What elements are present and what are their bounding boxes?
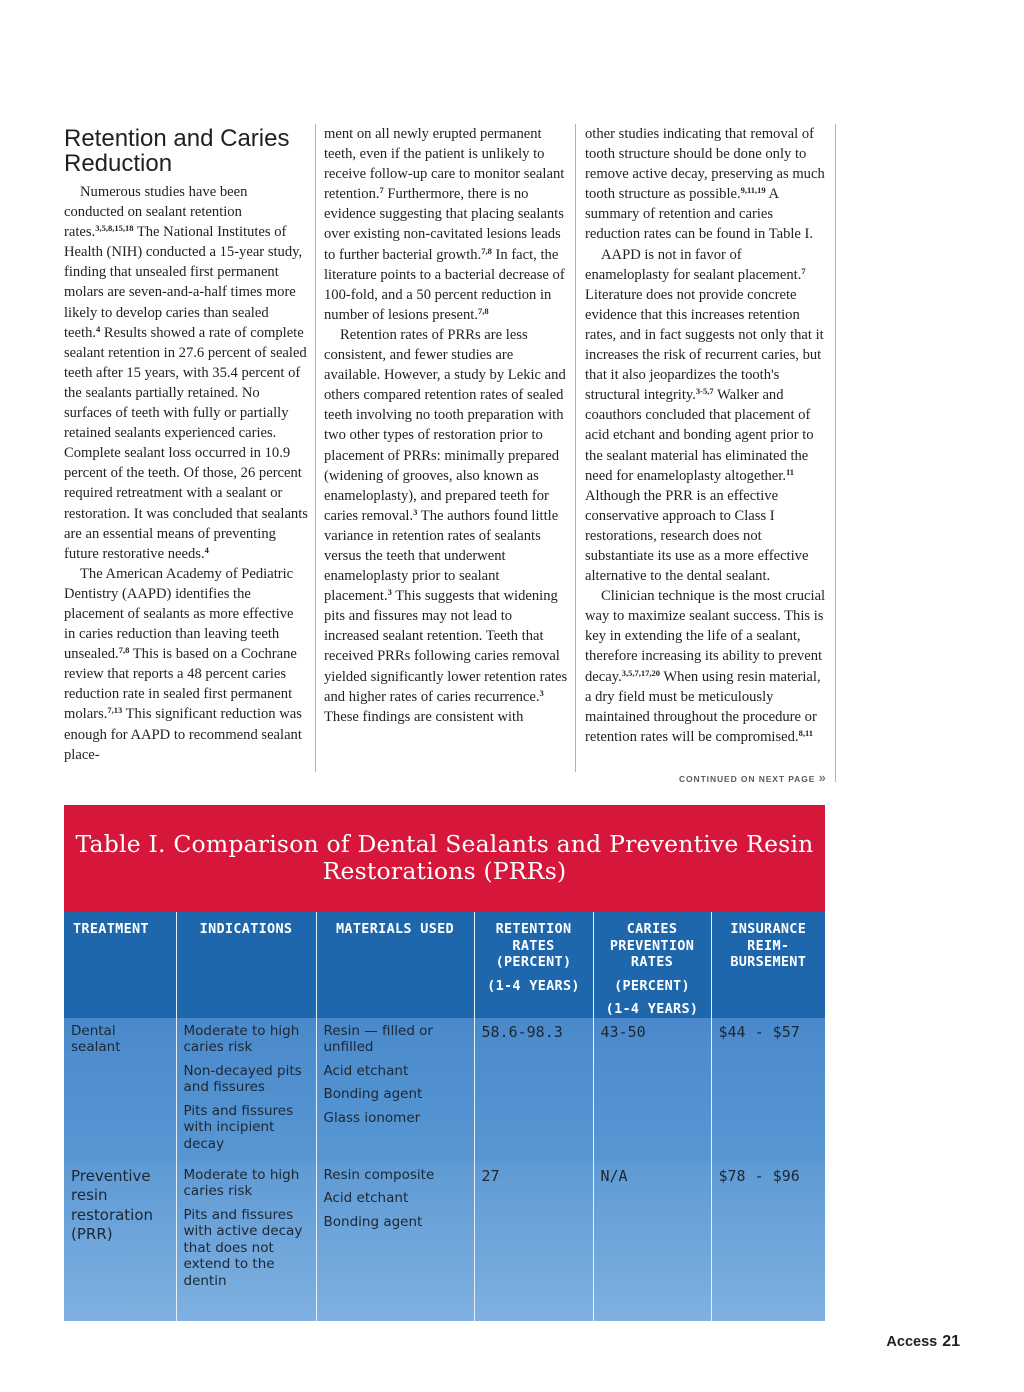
table-row <box>64 1161 825 1321</box>
paragraph: AAPD is not in favor of enameloplasty for sealant placement.$^7$ Literature does not provide concrete evidence that this increases retention rates, and in fact suggests not only that it increases the risk of recurrent caries, but that it also jeopardizes the tooth's structural integrity.$^{3-5,7}$ Walker and coauthors concluded that placement of acid etchant and bonding agent prior to the sealant material has eliminated the need for enameloplasty altogether.$^{11}$ Although the PRR is an effective conservative approach to Class I restorations, research does not substantiate its use as a more effective alternative to the dental sealant. <box>585 246 824 585</box>
table-cell: $44 - $57 <box>711 1018 825 1161</box>
citation: 7 <box>379 185 384 196</box>
citation: 7,13 <box>107 705 123 716</box>
column-header: INDICATIONS <box>176 912 316 1018</box>
table-title: Table I. Comparison of Dental Sealants and Preventive Resin Restorations (PRRs) <box>64 805 825 912</box>
citation: 8,11 <box>798 727 813 738</box>
column-divider <box>575 124 576 772</box>
citation: 4 <box>204 544 209 555</box>
column-divider <box>835 124 836 782</box>
table-row <box>64 1018 825 1161</box>
citation: 9,11,19 <box>740 185 766 196</box>
article-column-2 <box>324 124 568 727</box>
citation: 3 <box>539 687 544 698</box>
page-number: 21 <box>942 1333 960 1350</box>
citation: 3 <box>413 506 418 517</box>
column-header: CARIES PREVENTION RATES (PERCENT) (1-4 YEARS) <box>593 912 711 1018</box>
citation: 7,8 <box>481 245 492 256</box>
citation: 7,8 <box>118 645 130 656</box>
table-cell: Resin — filled or unfilled Acid etchant Bonding agent Glass ionomer <box>316 1018 474 1161</box>
article-column-3 <box>585 124 828 747</box>
column-header: RETENTION RATES (PERCENT) (1-4 YEARS) <box>474 912 593 1018</box>
citation: 7 <box>801 265 806 276</box>
citation: 11 <box>786 466 795 477</box>
citation: 3,5,7,17,20 <box>621 667 660 678</box>
paragraph: The American Academy of Pediatric Dentistry (AAPD) identifies the placement of sealants as more effective in caries reduction than leaving teeth unsealed.$^{7,8}$ This is based on a Cochrane review that reports a 48 percent caries reduction rate in sealed first permanent molars.$^{7,13}$ This significant reduction was enough for AAPD to recommend sealant place- <box>64 565 302 763</box>
table-cell: 27 <box>474 1161 593 1321</box>
citation: 3,5,8,15,18 <box>95 223 134 234</box>
table-grid <box>64 912 825 1321</box>
column-header: INSURANCE REIM-BURSEMENT <box>711 912 825 1018</box>
paragraph: Clinician technique is the most crucial way to maximize sealant success. This is key in extending the life of a sealant, therefore increasing its ability to prevent decay.$^{3,5,7,17,20}$ When using resin material, a dry field must be meticulously maintained throughout the procedure or retention rates will be compromised.$^{8,11}$ <box>585 588 826 745</box>
paragraph: Retention rates of PRRs are less consistent, and fewer studies are available. However, a study by Lekic and others compared retention rates of sealed teeth involving no tooth preparation with two other types of restoration prior to placement of PRRs: minimally prepared (widening of grooves, also known as enameloplasty), and prepared teeth for caries removal.$^3$ The authors found little variance in retention rates of sealants versus the teeth that underwent enameloplasty prior to sealant placement.$^3$ This suggests that widening pits and fissures may not lead to increased sealant retention. Teeth that received PRRs following caries removal yielded significantly lower retention rates and higher rates of caries recurrence.$^3$ These findings are consistent with <box>324 326 568 725</box>
table-cell: N/A <box>593 1161 711 1321</box>
column-header: MATERIALS USED <box>316 912 474 1018</box>
citation: 3 <box>387 587 392 598</box>
citation: 7,8 <box>478 305 489 316</box>
citation: 4 <box>96 323 101 334</box>
page-footer <box>886 1333 960 1351</box>
comparison-table <box>64 805 825 1321</box>
table-cell: $78 - $96 <box>711 1161 825 1321</box>
column-divider <box>315 124 316 772</box>
table-cell: 43-50 <box>593 1018 711 1161</box>
continued-label: CONTINUED ON NEXT PAGE » <box>679 770 827 785</box>
paragraph: ment on all newly erupted permanent teeth, even if the patient is unlikely to receive follow-up care to monitor sealant retention.$^7$ Furthermore, there is no evidence suggesting that placing sealants over existing non-cavitated lesions leads to further bacterial growth.$^{7,8}$ In fact, the literature points to a bacterial decrease of 100-fold, and a 50 percent reduction in number of lesions present.$^{7,8}$ <box>324 126 565 323</box>
section-heading: Retention and Caries Reduction <box>64 125 290 177</box>
table-cell: Moderate to high caries risk Non-decayed pits and fissures Pits and fissures with incipient decay <box>176 1018 316 1161</box>
paragraph: other studies indicating that removal of tooth structure should be done only to remove active decay, preserving as much tooth structure as possible.$^{9,11,19}$ A summary of retention and caries reduction rates can be found in Table I. <box>585 126 825 243</box>
publication-name: Access <box>886 1334 938 1350</box>
column-header: TREATMENT <box>64 912 176 1018</box>
table-cell: 58.6-98.3 <box>474 1018 593 1161</box>
table-cell: Moderate to high caries risk Pits and fissures with active decay that does not extend to the dentin <box>176 1161 316 1321</box>
citation: 3-5,7 <box>695 386 714 397</box>
article-column-1 <box>64 124 308 765</box>
table-cell: Dental sealant <box>64 1018 176 1161</box>
paragraph: Numerous studies have been conducted on sealant retention rates.$^{3,5,8,15,18}$ The National Institutes of Health (NIH) conducted a 15-year study, finding that unsealed first permanent molars are seven-and-a-half times more likely to develop caries than sealed teeth.$^4$ Results showed a rate of complete sealant retention in 27.6 percent of sealed teeth after 15 years, with 35.4 percent of the sealants partially retained. No surfaces of teeth with fully or partially retained sealants experienced caries. Complete sealant loss occurred in 10.9 percent of the teeth. Of those, 26 percent required retreatment with a sealant or restoration. It was concluded that sealants are an essential means of preventing future restorative needs.$^4$ <box>64 184 308 562</box>
double-chevron-right-icon: » <box>818 770 827 785</box>
table-cell: Preventive resin restoration (PRR) <box>64 1161 176 1321</box>
table-header-row <box>64 912 825 1018</box>
table-cell: Resin composite Acid etchant Bonding agent <box>316 1161 474 1321</box>
